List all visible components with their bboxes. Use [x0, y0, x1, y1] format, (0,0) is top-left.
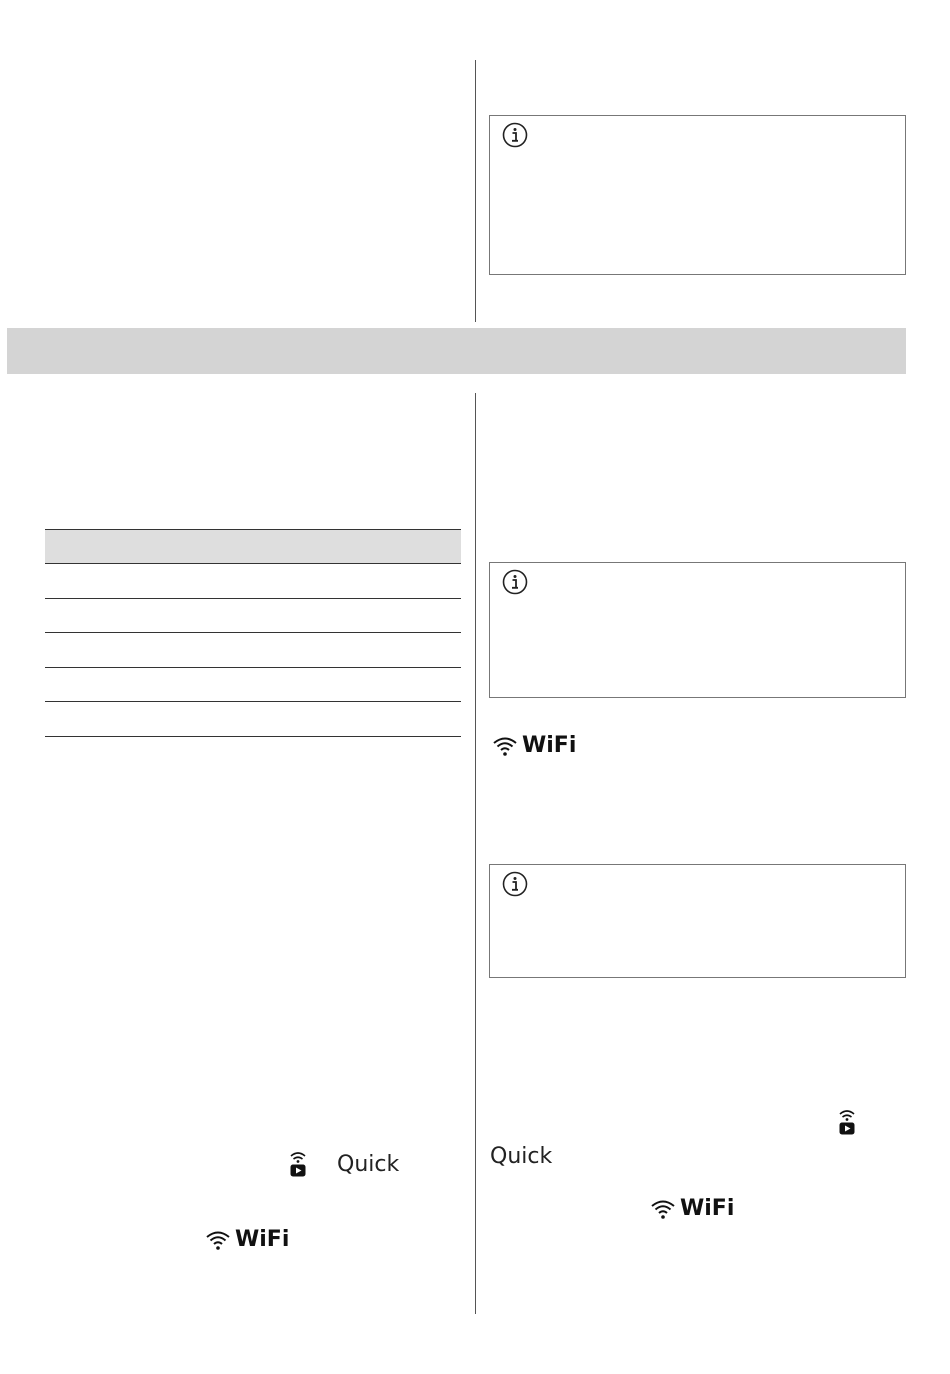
- column-divider-top: [475, 60, 476, 322]
- wifi-label-left: [205, 1227, 289, 1252]
- section-header-band: [7, 328, 906, 374]
- wifi-label-heading: [492, 733, 576, 758]
- quick-label: Quick: [337, 1152, 400, 1177]
- quick-play-icon: [838, 1108, 856, 1136]
- data-table: [45, 529, 461, 737]
- wifi-label-text: WiFi: [680, 1196, 735, 1221]
- info-circle-icon: [502, 122, 528, 148]
- column-divider-bottom: [475, 393, 476, 1314]
- info-circle-icon: [502, 569, 528, 595]
- note-box-3: [489, 864, 906, 978]
- table-row: [45, 668, 461, 703]
- note-box-1: [489, 115, 906, 275]
- quick-label: Quick: [490, 1144, 553, 1169]
- info-circle-icon: [502, 871, 528, 897]
- table-header: [45, 529, 461, 564]
- quick-play-icon: [289, 1150, 307, 1178]
- wifi-label-right: [650, 1196, 734, 1221]
- note-box-2: [489, 562, 906, 698]
- wifi-label-text: WiFi: [522, 733, 577, 758]
- wifi-signal-icon: [492, 735, 518, 757]
- table-row: [45, 702, 461, 737]
- table-row: [45, 633, 461, 668]
- wifi-label-text: WiFi: [235, 1227, 290, 1252]
- table-row: [45, 599, 461, 634]
- wifi-signal-icon: [205, 1229, 231, 1251]
- table-row: [45, 564, 461, 599]
- wifi-signal-icon: [650, 1198, 676, 1220]
